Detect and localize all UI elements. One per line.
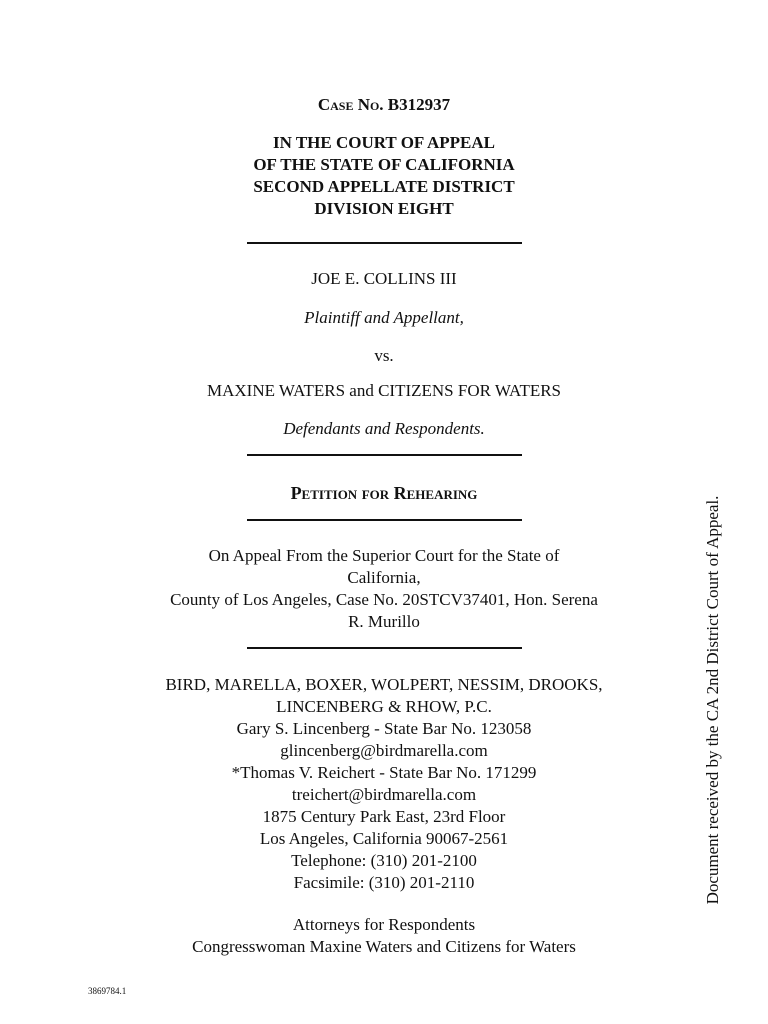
counsel-telephone: Telephone: (310) 201-2100 [291,851,477,870]
court-line: IN THE COURT OF APPEAL [272,133,495,152]
counsel-attorney: Gary S. Lincenberg - State Bar No. 123058 [236,719,532,738]
counsel-email: glincenberg@birdmarella.com [280,741,488,760]
counsel-email: treichert@birdmarella.com [291,785,477,804]
case-number: Case No. B312937 [317,95,451,114]
document-title: Petition for Rehearing [290,483,478,503]
defendants-role: Defendants and Respondents. [283,419,485,438]
footer-document-id: 3869784.1 [88,986,127,996]
counsel-address: 1875 Century Park East, 23rd Floor [262,807,506,826]
divider-rule [247,519,522,521]
court-line: SECOND APPELLATE DISTRICT [253,177,515,196]
plaintiff-role: Plaintiff and Appellant, [304,308,464,327]
appeal-from-block [110,545,658,633]
counsel-attorney: *Thomas V. Reichert - State Bar No. 171299 [231,763,537,782]
counsel-facsimile: Facsimile: (310) 201-2110 [293,873,475,892]
versus-label: vs. [374,346,394,365]
court-heading [110,132,658,220]
attorneys-for-block [110,914,658,958]
appeal-line: On Appeal From the Superior Court for the State of [208,546,560,565]
attorneys-for-line: Attorneys for Respondents [292,915,476,934]
counsel-block [110,674,658,894]
court-line: DIVISION EIGHT [314,199,454,218]
attorneys-for-line: Congresswoman Maxine Waters and Citizens for Waters [192,937,576,956]
counsel-firm-line: LINCENBERG & RHOW, P.C. [276,697,492,716]
counsel-firm-line: BIRD, MARELLA, BOXER, WOLPERT, NESSIM, DROOKS, [165,675,603,694]
appeal-line: R. Murillo [348,612,420,631]
received-stamp-text: Document received by the CA 2nd District Court of Appeal. [703,495,722,905]
divider-rule [247,454,522,456]
counsel-address: Los Angeles, California 90067-2561 [259,829,509,848]
plaintiff-name: JOE E. COLLINS III [311,269,457,288]
appeal-line: County of Los Angeles, Case No. 20STCV37401, Hon. Serena [170,590,598,609]
divider-rule [247,647,522,649]
court-line: OF THE STATE OF CALIFORNIA [253,155,515,174]
defendants-names: MAXINE WATERS and CITIZENS FOR WATERS [206,381,562,400]
appeal-line: California, [347,568,421,587]
divider-rule [247,242,522,244]
